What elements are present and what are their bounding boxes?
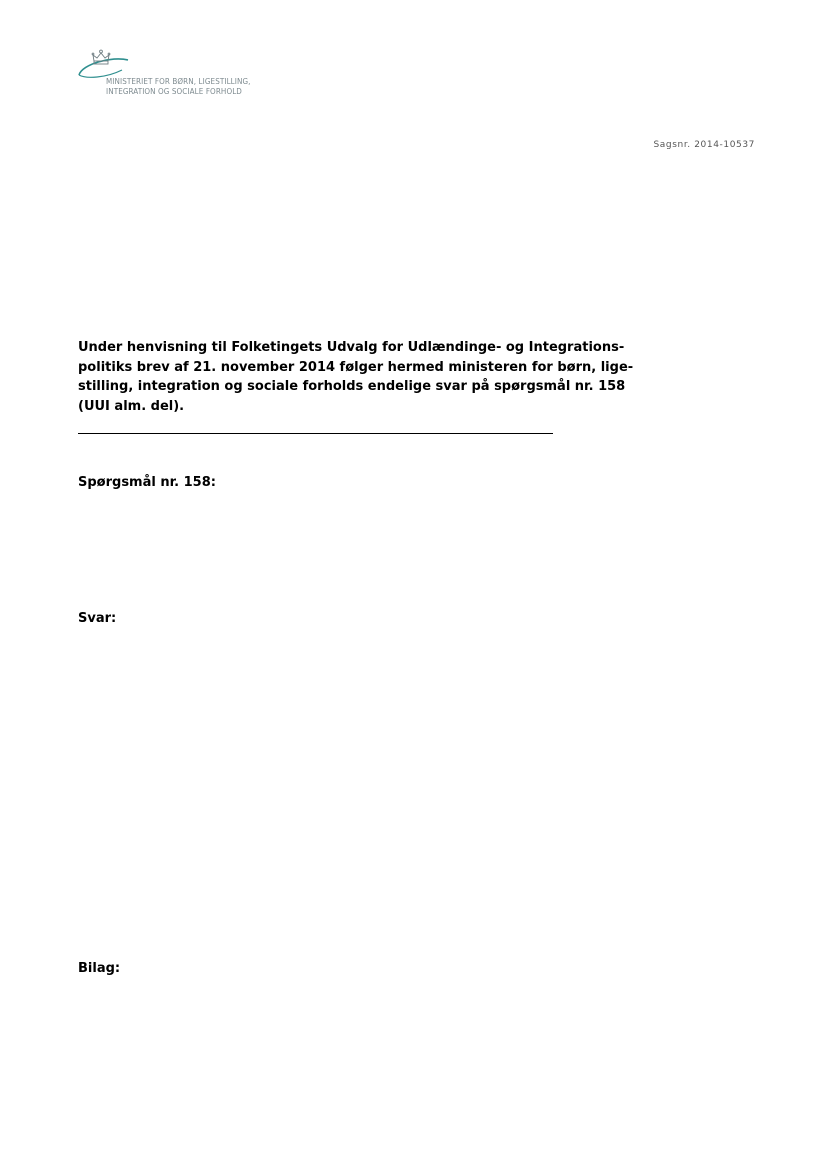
answer-heading: Svar: (78, 611, 117, 626)
intro-line: stilling, integration og sociale forholds endelige svar på spørgsmål nr. 158 (78, 379, 626, 394)
question-heading: Spørgsmål nr. 158: (78, 475, 216, 490)
logo-line-2: INTEGRATION OG SOCIALE FORHOLD (106, 87, 242, 96)
intro-line: politiks brev af 21. november 2014 følger hermed ministeren for børn, lige- (78, 359, 634, 375)
intro-line: Under henvisning til Folketingets Udvalg for Udlændinge- og Integrations- (78, 340, 625, 355)
logo-line-1: MINISTERIET FOR BØRN, LIGESTILLING, (106, 77, 251, 86)
divider-rule (78, 433, 553, 434)
ministry-logo (76, 48, 276, 98)
attachments-heading: Bilag: (78, 961, 121, 976)
case-number: Sagsnr. 2014-10537 (653, 140, 755, 150)
intro-line: (UUI alm. del). (78, 398, 185, 414)
intro-paragraph (78, 338, 634, 416)
